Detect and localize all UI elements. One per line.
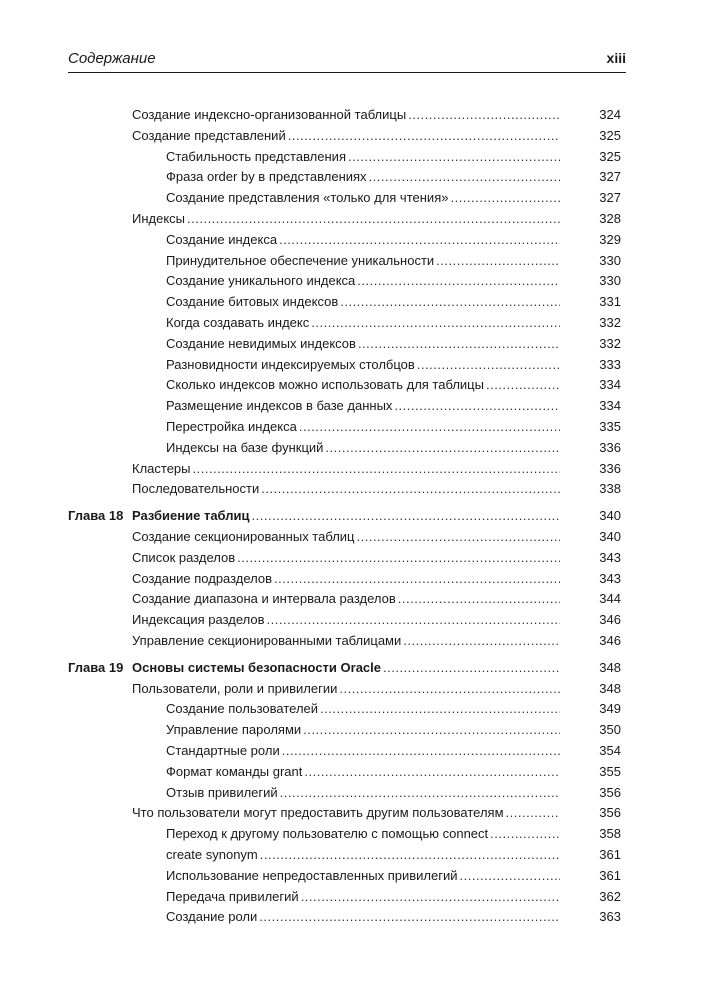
toc-dot-leader — [357, 527, 561, 547]
toc-page-number: 363 — [599, 909, 621, 925]
toc-entry — [132, 569, 562, 589]
toc-page-number: 358 — [599, 826, 621, 842]
toc-entry-row — [0, 167, 621, 187]
toc-entry — [166, 355, 562, 375]
toc-page-number: 330 — [599, 273, 621, 289]
toc-page-number: 334 — [599, 398, 621, 414]
toc-entry-row — [0, 762, 621, 782]
toc-entry — [166, 251, 562, 271]
toc-entry-row — [0, 589, 621, 609]
toc-entry — [166, 887, 562, 907]
toc-page-number: 327 — [599, 169, 621, 185]
toc-entry — [132, 631, 562, 651]
toc-entry — [166, 313, 562, 333]
toc-page-number: 332 — [599, 335, 621, 351]
toc-entry — [132, 658, 562, 678]
toc-dot-leader — [237, 548, 560, 568]
toc-page-number: 361 — [599, 867, 621, 883]
toc-entry — [166, 167, 562, 187]
toc-entry-row — [0, 783, 621, 803]
toc-page-number: 348 — [599, 659, 621, 675]
toc-entry — [166, 396, 562, 416]
toc-entry — [132, 548, 562, 568]
toc-entry — [132, 126, 562, 146]
toc-dot-leader — [282, 741, 560, 761]
toc-page-number: 340 — [599, 529, 621, 544]
toc-entry — [132, 803, 562, 823]
toc-entry — [132, 209, 562, 229]
toc-chapter-row — [0, 658, 621, 678]
running-header-page-number: xiii — [606, 50, 626, 66]
toc-entry-title: Создание невидимых индексов — [166, 335, 356, 351]
toc-page-number: 338 — [599, 481, 621, 497]
toc-entry-title: Создание секционированных таблиц — [132, 529, 355, 544]
toc-entry-row — [0, 866, 621, 886]
toc-dot-leader — [325, 438, 560, 458]
toc-page-number: 333 — [599, 356, 621, 372]
toc-entry — [166, 147, 562, 167]
toc-page-number: 328 — [599, 211, 621, 226]
toc-dot-leader — [450, 188, 560, 208]
toc-entry-row — [0, 699, 621, 719]
toc-entry-title: Создание подразделов — [132, 570, 273, 586]
toc-entry — [166, 741, 562, 761]
toc-entry-title: Фраза order by в представлениях — [166, 169, 367, 185]
toc-entry-row — [0, 375, 621, 395]
toc-entry-title: Индексация разделов — [132, 612, 265, 628]
toc-entry-title: Создание индекса — [166, 231, 278, 247]
toc-dot-leader — [280, 783, 560, 803]
toc-dot-leader — [398, 589, 560, 609]
toc-entry — [166, 907, 562, 927]
toc-entry-row — [0, 292, 621, 312]
toc-entry-row — [0, 824, 621, 844]
toc-entry — [132, 679, 562, 699]
toc-entry-row — [0, 679, 621, 699]
toc-page-number: 350 — [599, 722, 621, 738]
toc-dot-leader — [304, 762, 560, 782]
toc-chapter-number: Глава 19 — [68, 659, 124, 675]
toc-dot-leader — [259, 907, 560, 927]
toc-entry-row — [0, 355, 621, 375]
toc-entry-title: Что пользователи могут предоставить другим пользователям — [132, 805, 504, 821]
toc-page-number: 335 — [599, 419, 621, 434]
toc-entry-title: Последовательности — [132, 481, 260, 497]
toc-entry-title: Разбиение таблиц — [132, 508, 250, 524]
toc-entry-title: Создание диапазона и интервала разделов — [132, 591, 396, 607]
toc-entry-title: Создание уникального индекса — [166, 273, 356, 289]
toc-dot-leader — [187, 209, 560, 229]
toc-entry-title: Основы системы безопасности Oracle — [132, 659, 381, 675]
toc-entry-title: Формат команды grant — [166, 763, 303, 779]
toc-entry-row — [0, 845, 621, 865]
toc-entry-row — [0, 548, 621, 568]
toc-entry-title: Разновидности индексируемых столбцов — [166, 356, 415, 372]
toc-entry-title: Создание представлений — [132, 127, 286, 143]
running-header — [68, 46, 626, 73]
toc-entry-row — [0, 188, 621, 208]
toc-entry-row — [0, 741, 621, 761]
toc-dot-leader — [303, 720, 560, 740]
toc-entry — [166, 417, 562, 437]
toc-page-number: 346 — [599, 633, 621, 648]
toc-chapter-row — [0, 506, 621, 526]
toc-dot-leader — [369, 167, 560, 187]
toc-dot-leader — [417, 355, 560, 375]
toc-entry-title: Создание роли — [166, 909, 258, 925]
toc-entry-title: Индексы на базе функций — [166, 439, 324, 455]
toc-entry — [166, 720, 562, 740]
toc-page-number: 340 — [599, 508, 621, 524]
toc-entry-row — [0, 230, 621, 250]
toc-entry-row — [0, 209, 621, 229]
toc-dot-leader — [260, 845, 560, 865]
toc-dot-leader — [288, 126, 560, 146]
toc-dot-leader — [436, 251, 560, 271]
toc-dot-leader — [267, 610, 560, 630]
toc-entry-row — [0, 417, 621, 437]
toc-entry-title: Когда создавать индекс — [166, 315, 310, 330]
toc-entry — [166, 292, 562, 312]
toc-dot-leader — [274, 569, 560, 589]
toc-page-number: 327 — [599, 190, 621, 206]
toc-entry — [166, 866, 562, 886]
toc-entry-row — [0, 610, 621, 630]
toc-entry — [166, 762, 562, 782]
toc-page-number: 354 — [599, 743, 621, 758]
toc-page-number: 361 — [599, 847, 621, 862]
toc-entry-title: Перестройка индекса — [166, 419, 297, 434]
toc-dot-leader — [299, 417, 560, 437]
toc-entry-row — [0, 887, 621, 907]
toc-chapter-number: Глава 18 — [68, 508, 124, 524]
toc-entry — [166, 699, 562, 719]
toc-entry-title: Принудительное обеспечение уникальности — [166, 252, 435, 268]
toc-page-number: 332 — [599, 315, 621, 330]
toc-entry — [132, 589, 562, 609]
toc-dot-leader — [357, 271, 560, 291]
toc-dot-leader — [403, 631, 560, 651]
toc-entry-title: Создание индексно-организованной таблицы — [132, 107, 407, 122]
toc-dot-leader — [408, 105, 560, 125]
toc-entry-row — [0, 147, 621, 167]
toc-entry-title: create synonym — [166, 847, 258, 862]
toc-page-number: 336 — [599, 439, 621, 455]
toc-entry — [166, 783, 562, 803]
toc-entry-row — [0, 527, 621, 547]
toc-entry-row — [0, 313, 621, 333]
toc-dot-leader — [460, 866, 561, 886]
toc-entry-title: Передача привилегий — [166, 888, 299, 904]
toc-entry-row — [0, 569, 621, 589]
toc-entry — [132, 459, 562, 479]
toc-entry-row — [0, 271, 621, 291]
toc-entry-row — [0, 396, 621, 416]
toc-entry — [166, 824, 562, 844]
toc-entry-row — [0, 334, 621, 354]
toc-entry-row — [0, 438, 621, 458]
toc-entry-row — [0, 126, 621, 146]
toc-entry — [166, 271, 562, 291]
toc-dot-leader — [193, 459, 561, 479]
running-header-title: Содержание — [68, 50, 156, 67]
toc-dot-leader — [301, 887, 560, 907]
toc-page-number: 331 — [599, 294, 621, 310]
toc-page-number: 362 — [599, 888, 621, 904]
toc-entry — [132, 506, 562, 526]
toc-entry-title: Создание пользователей — [166, 701, 319, 717]
toc-page-number: 334 — [599, 377, 621, 393]
toc-entry-row — [0, 907, 621, 927]
toc-dot-leader — [279, 230, 560, 250]
toc-entry — [166, 438, 562, 458]
toc-entry-row — [0, 720, 621, 740]
toc-entry-title: Создание битовых индексов — [166, 294, 339, 310]
toc-entry — [132, 105, 562, 125]
toc-page-number: 356 — [599, 784, 621, 800]
toc-dot-leader — [261, 479, 560, 499]
toc-dot-leader — [506, 803, 560, 823]
toc-page-number: 324 — [599, 107, 621, 122]
toc-entry-title: Индексы — [132, 211, 186, 226]
toc-dot-leader — [320, 699, 560, 719]
toc-dot-leader — [348, 147, 560, 167]
toc-dot-leader — [339, 679, 560, 699]
toc-dot-leader — [486, 375, 560, 395]
toc-entry-title: Стандартные роли — [166, 743, 280, 758]
toc-entry — [166, 845, 562, 865]
toc-entry — [132, 610, 562, 630]
toc-entry-title: Пользователи, роли и привилегии — [132, 680, 338, 696]
toc-entry-row — [0, 105, 621, 125]
toc-entry — [132, 479, 562, 499]
toc-entry — [166, 334, 562, 354]
toc-dot-leader — [383, 658, 560, 678]
toc-entry-row — [0, 803, 621, 823]
toc-page-number: 346 — [599, 612, 621, 628]
toc-entry-title: Кластеры — [132, 460, 191, 476]
toc-entry-title: Управление секционированными таблицами — [132, 633, 402, 648]
toc-entry-title: Переход к другому пользователю с помощью connect — [166, 826, 489, 842]
toc-entry-row — [0, 479, 621, 499]
toc-entry-title: Размещение индексов в базе данных — [166, 398, 393, 414]
toc-entry-row — [0, 251, 621, 271]
toc-page-number: 336 — [599, 460, 621, 476]
toc-entry — [166, 188, 562, 208]
toc-entry — [132, 527, 562, 547]
toc-dot-leader — [311, 313, 560, 333]
toc-page-number: 344 — [599, 591, 621, 607]
toc-page-number: 348 — [599, 680, 621, 696]
toc-entry-title: Сколько индексов можно использовать для таблицы — [166, 377, 484, 393]
toc-page-number: 355 — [599, 763, 621, 779]
toc-entry-row — [0, 631, 621, 651]
toc-page-number: 325 — [599, 127, 621, 143]
toc-dot-leader — [490, 824, 560, 844]
toc-page-number: 325 — [599, 148, 621, 164]
toc-dot-leader — [358, 334, 560, 354]
toc-page-number: 343 — [599, 570, 621, 586]
toc-page-number: 330 — [599, 252, 621, 268]
toc-entry-title: Отзыв привилегий — [166, 784, 278, 800]
toc-entry — [166, 375, 562, 395]
toc-page-number: 343 — [599, 549, 621, 565]
toc-dot-leader — [252, 506, 560, 526]
toc-page-number: 329 — [599, 231, 621, 247]
toc-entry — [166, 230, 562, 250]
toc-entry-title: Стабильность представления — [166, 148, 346, 164]
toc-page-number: 349 — [599, 701, 621, 717]
toc-entry-title: Список разделов — [132, 549, 236, 565]
toc-page-number: 356 — [599, 805, 621, 821]
toc-entry-row — [0, 459, 621, 479]
toc-dot-leader — [340, 292, 560, 312]
toc-entry-title: Управление паролями — [166, 722, 302, 738]
toc-entry-title: Использование непредоставленных привилегий — [166, 867, 458, 883]
toc-entry-title: Создание представления «только для чтения» — [166, 190, 449, 206]
toc-dot-leader — [394, 396, 560, 416]
